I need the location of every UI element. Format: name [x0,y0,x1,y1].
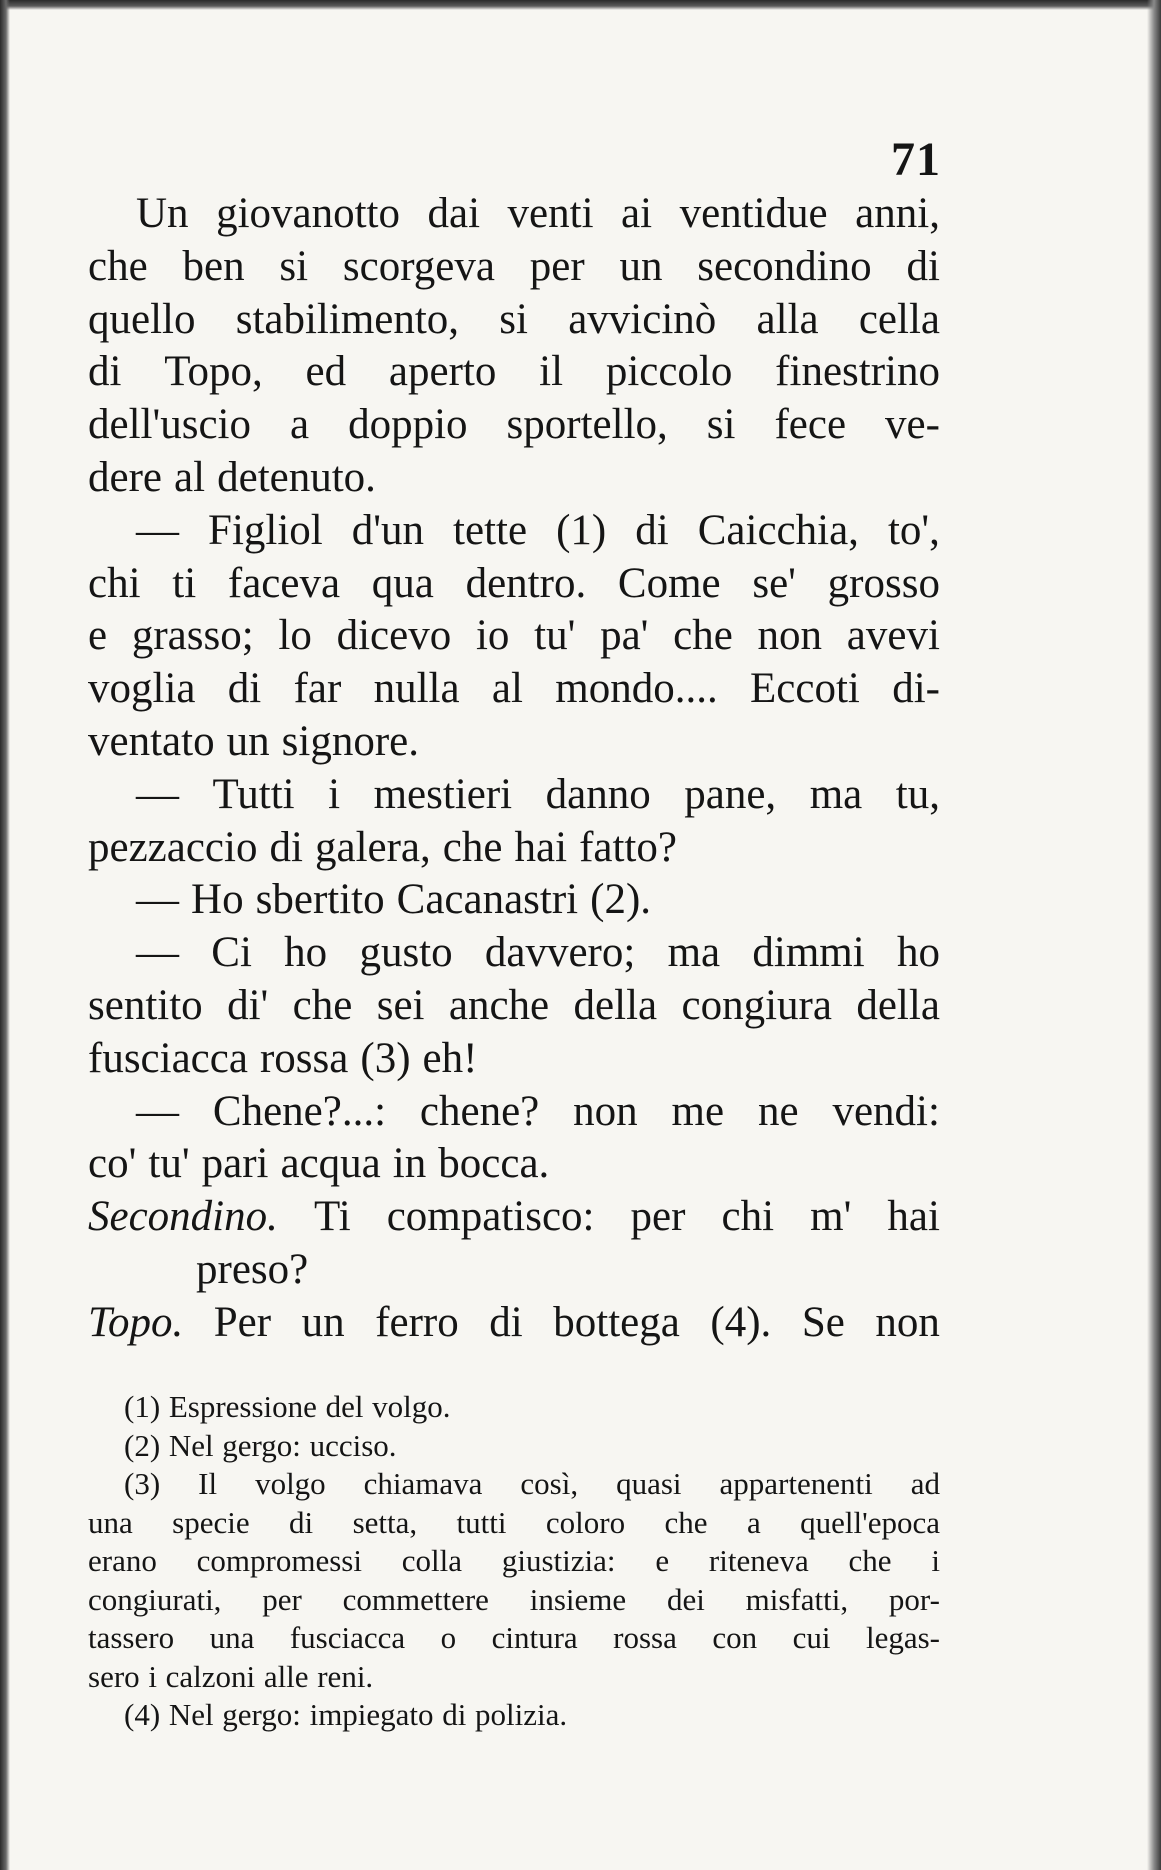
page-edge-top [0,0,1161,10]
footnote-line: (2) Nel gergo: ucciso. [124,1427,397,1463]
footnotes [88,1388,940,1735]
footnote-line: una specie di setta, tutti coloro che a quell'epoca [88,1504,940,1540]
page-edge-right [1147,0,1161,1870]
text-line: ventato un signore. [88,717,419,765]
text-line: — Tutti i mestieri danno pane, ma tu, [136,770,940,818]
text-line: Topo. Per un ferro di bottega (4). Se non [88,1297,940,1350]
page-edge-left [0,0,10,1870]
footnote-line: (1) Espressione del volgo. [124,1389,451,1424]
text-line: quello stabilimento, si avvicinò alla cella [88,295,940,343]
text-line: e grasso; lo dicevo io tu' pa' che non avevi [88,612,940,660]
text-line: — Figliol d'un tette (1) di Caicchia, to', [136,506,940,554]
page-number: 71 [891,133,941,186]
text-line: dell'uscio a doppio sportello, si fece ve- [88,401,940,449]
text-line: — Chene?...: chene? non me ne vendi: [136,1087,940,1135]
text-line: pezzaccio di galera, che hai fatto? [88,823,677,871]
footnote-line: tassero una fusciacca o cintura rossa con cui legas- [88,1620,940,1655]
text-line: sentito di' che sei anche della congiura della [88,981,940,1029]
text-line: co' tu' pari acqua in bocca. [88,1140,550,1188]
speaker-name: Topo. [88,1298,184,1346]
text-line: voglia di far nulla al mondo.... Eccoti di- [88,665,940,713]
text-line: fusciacca rossa (3) eh! [88,1034,478,1082]
footnote-line: congiurati, per commettere insieme dei misfatti, por- [88,1581,940,1617]
speaker-name: Secondino. [88,1193,278,1241]
text-line: di Topo, ed aperto il piccolo finestrino [88,348,940,396]
body-text [88,188,940,1350]
text-line: Un giovanotto dai venti ai ventidue anni, [136,190,940,237]
footnote-line: erano compromessi colla giustizia: e riteneva che i [88,1543,940,1578]
footnote-line: sero i calzoni alle reni. [88,1658,374,1694]
footnote-line: (4) Nel gergo: impiegato di polizia. [124,1697,568,1732]
text-line: dere al detenuto. [88,453,376,501]
text-line: chi ti faceva qua dentro. Come se' grosso [88,559,940,607]
text-line: Secondino. Ti compatisco: per chi m' hai [88,1191,940,1244]
footnote-line: (3) Il volgo chiamava così, quasi appartenenti ad [124,1466,940,1501]
text-line: — Ho sbertito Cacanastri (2). [136,876,652,924]
text-line: preso? [196,1245,309,1293]
text-line: — Ci ho gusto davvero; ma dimmi ho [136,929,940,977]
text-line: che ben si scorgeva per un secondino di [88,242,940,290]
